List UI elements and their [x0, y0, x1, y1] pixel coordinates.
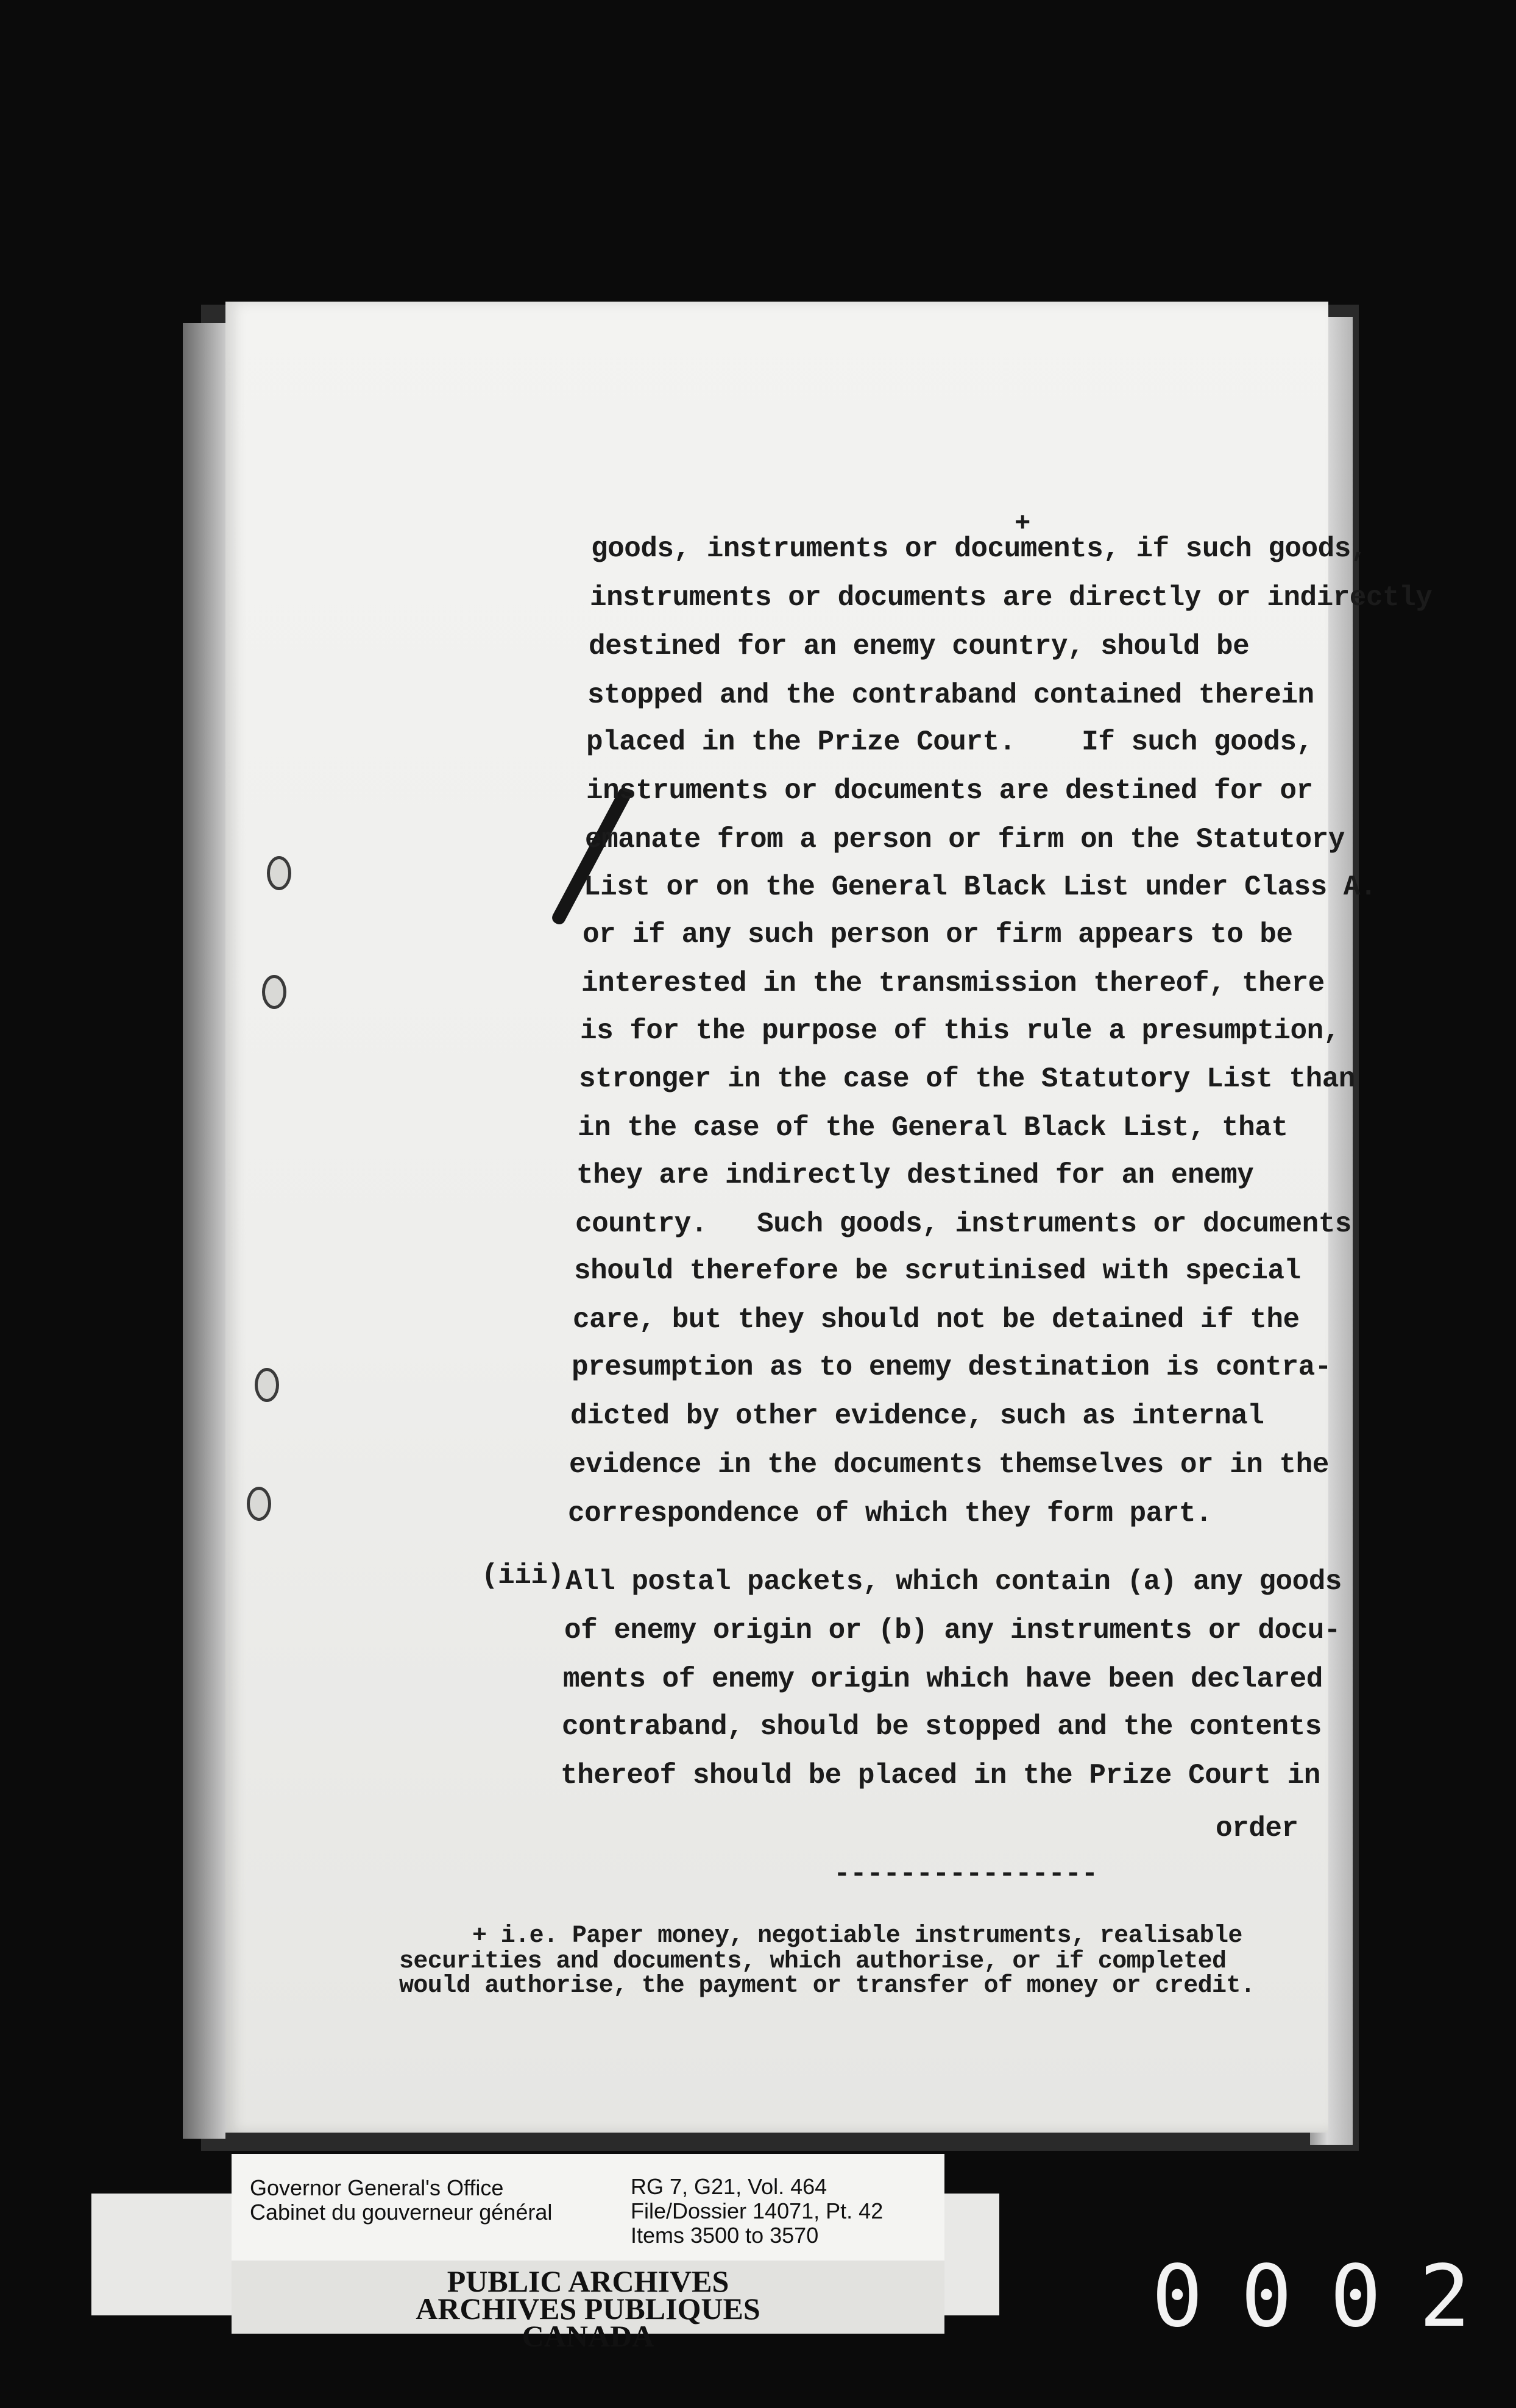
body-line: goods, instruments or documents, if such goods, [591, 533, 1367, 565]
body-line: emanate from a person or firm on the Statutory [585, 824, 1345, 855]
body-line: placed in the Prize Court. If such goods, [586, 726, 1313, 758]
page-left-edge [183, 323, 225, 2139]
body-line: evidence in the documents themselves or in the [569, 1449, 1329, 1481]
label-items: Items 3500 to 3570 [631, 2223, 819, 2248]
label-tab [91, 2194, 238, 2315]
frame-number: 0002 [1152, 2247, 1509, 2346]
archives-stamp-line: PUBLIC ARCHIVES [447, 2264, 729, 2298]
separator-line: ---------------- [834, 1858, 1098, 1890]
body-line: should therefore be scrutinised with special [574, 1255, 1301, 1287]
section-number: (iii) [481, 1560, 564, 1592]
footnote-line: would authorise, the payment or transfer of money or credit. [399, 1972, 1255, 2000]
archives-stamp-line: ARCHIVES PUBLIQUES [416, 2292, 760, 2326]
section-line: of enemy origin or (b) any instruments or docu- [564, 1615, 1341, 1646]
label-office-en: Governor General's Office [250, 2175, 504, 2200]
label-reference: RG 7, G21, Vol. 464 [631, 2174, 827, 2199]
body-line: stronger in the case of the Statutory List than [579, 1063, 1355, 1095]
punch-hole [267, 856, 291, 890]
footnote-marker: + [1015, 509, 1031, 539]
body-line: care, but they should not be detained if the [573, 1304, 1300, 1336]
footnote-line: + i.e. Paper money, negotiable instruments, realisable [472, 1922, 1242, 1950]
body-line: country. Such goods, instruments or documents [575, 1208, 1351, 1240]
body-line: destined for an enemy country, should be [589, 631, 1250, 662]
punch-hole [262, 975, 286, 1009]
punch-hole [255, 1368, 279, 1402]
punch-hole [247, 1487, 271, 1521]
body-line: interested in the transmission thereof, there [581, 968, 1325, 999]
footnote-line: securities and documents, which authorise, or if completed [399, 1948, 1227, 1975]
section-line: thereof should be placed in the Prize Court in [561, 1760, 1320, 1791]
body-line: they are indirectly destined for an enemy [576, 1160, 1254, 1191]
section-line: contraband, should be stopped and the contents [562, 1711, 1322, 1743]
body-line: or if any such person or firm appears to be [583, 919, 1293, 951]
label-tab [938, 2194, 999, 2315]
label-file: File/Dossier 14071, Pt. 42 [631, 2198, 884, 2223]
body-line: dicted by other evidence, such as internal [570, 1400, 1264, 1432]
section-line: All postal packets, which contain (a) any goods [565, 1566, 1342, 1598]
body-line: instruments or documents are directly or indirectly [590, 582, 1433, 614]
section-line: ments of enemy origin which have been declared [563, 1663, 1323, 1695]
body-line: correspondence of which they form part. [568, 1498, 1213, 1529]
body-line: presumption as to enemy destination is contra- [572, 1351, 1331, 1383]
archives-stamp-line: CANADA [522, 2319, 654, 2353]
body-line: in the case of the General Black List, that [578, 1112, 1288, 1144]
label-office-fr: Cabinet du gouverneur général [250, 2200, 553, 2225]
body-line: List or on the General Black List under Class A. [584, 871, 1377, 903]
body-line: is for the purpose of this rule a presumption, [580, 1015, 1340, 1047]
catchword: order [1216, 1813, 1298, 1844]
body-line: instruments or documents are destined for or [586, 775, 1313, 807]
body-line: stopped and the contraband contained therein [587, 679, 1314, 711]
